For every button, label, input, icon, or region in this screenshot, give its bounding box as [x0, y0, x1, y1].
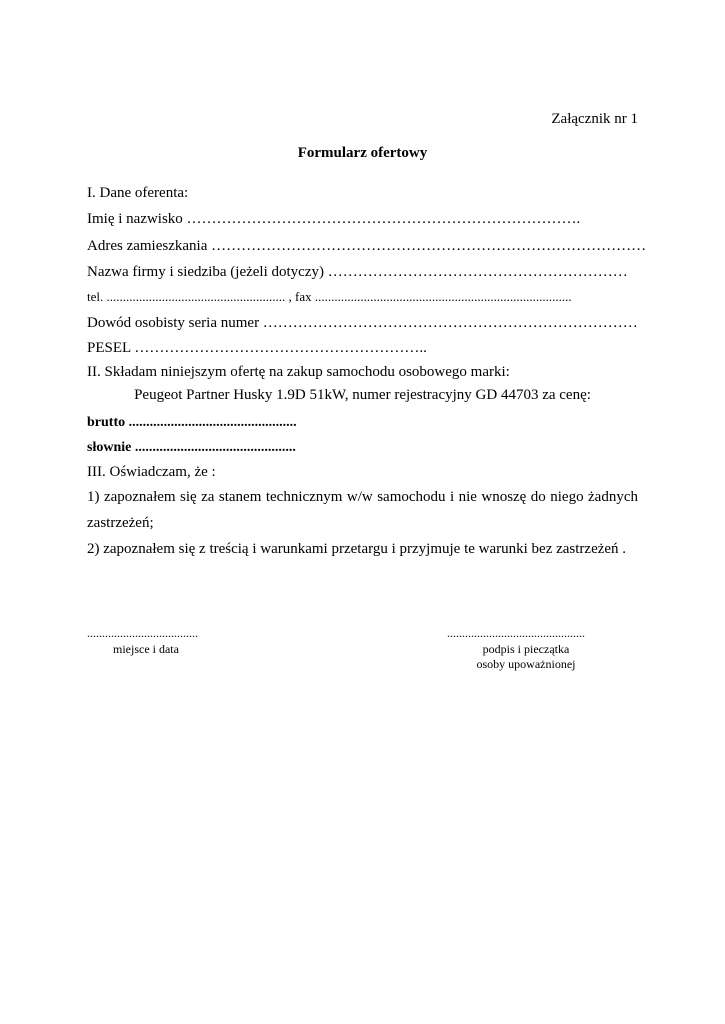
place-date-signature-line: .....................................	[87, 626, 198, 640]
gross-price-field: brutto ................................................	[87, 415, 297, 430]
statement-2: 2) zapoznałem się z treścią i warunkami przetargu i przyjmuje te warunki bez zastrzeżeń .	[87, 541, 627, 557]
address-field: Adres zamieszkania ……………………………………………………………………………	[87, 238, 647, 254]
place-date-label: miejsce i data	[113, 642, 179, 656]
price-in-words-field: słownie ..............................................	[87, 440, 296, 455]
attachment-label: Załącznik nr 1	[551, 111, 638, 127]
section2-heading: II. Składam niniejszym ofertę na zakup samochodu osobowego marki:	[87, 364, 510, 380]
company-field: Nazwa firmy i siedziba (jeżeli dotyczy) ……………………………………………………	[87, 264, 628, 280]
statement-1: 1) zapoznałem się za stanem technicznym w/w samochodu i nie wnoszę do niego żadnych	[87, 489, 638, 505]
statement-1-continuation: zastrzeżeń;	[87, 515, 154, 531]
section1-heading: I. Dane oferenta:	[87, 185, 189, 201]
section3-heading: III. Oświadczam, że :	[87, 464, 216, 480]
pesel-field: PESEL …………………………………………………..	[87, 340, 427, 356]
id-card-field: Dowód osobisty seria numer …………………………………………………………………	[87, 315, 638, 331]
signature-stamp-label: podpis i pieczątka	[482, 642, 570, 656]
authorized-signature-line: ..............................................	[447, 626, 585, 640]
authorized-person-label: osoby upoważnionej	[476, 657, 576, 671]
vehicle-description: Peugeot Partner Husky 1.9D 51kW, numer rejestracyjny GD 44703 za cenę:	[134, 387, 591, 403]
authorized-signature-label	[447, 642, 605, 672]
phone-fax-field: tel. ....................................................... , fax ...............................................................................	[87, 289, 572, 304]
page-title: Formularz ofertowy	[297, 145, 428, 161]
name-field: Imię i nazwisko …………………………………………………………………….	[87, 211, 581, 227]
